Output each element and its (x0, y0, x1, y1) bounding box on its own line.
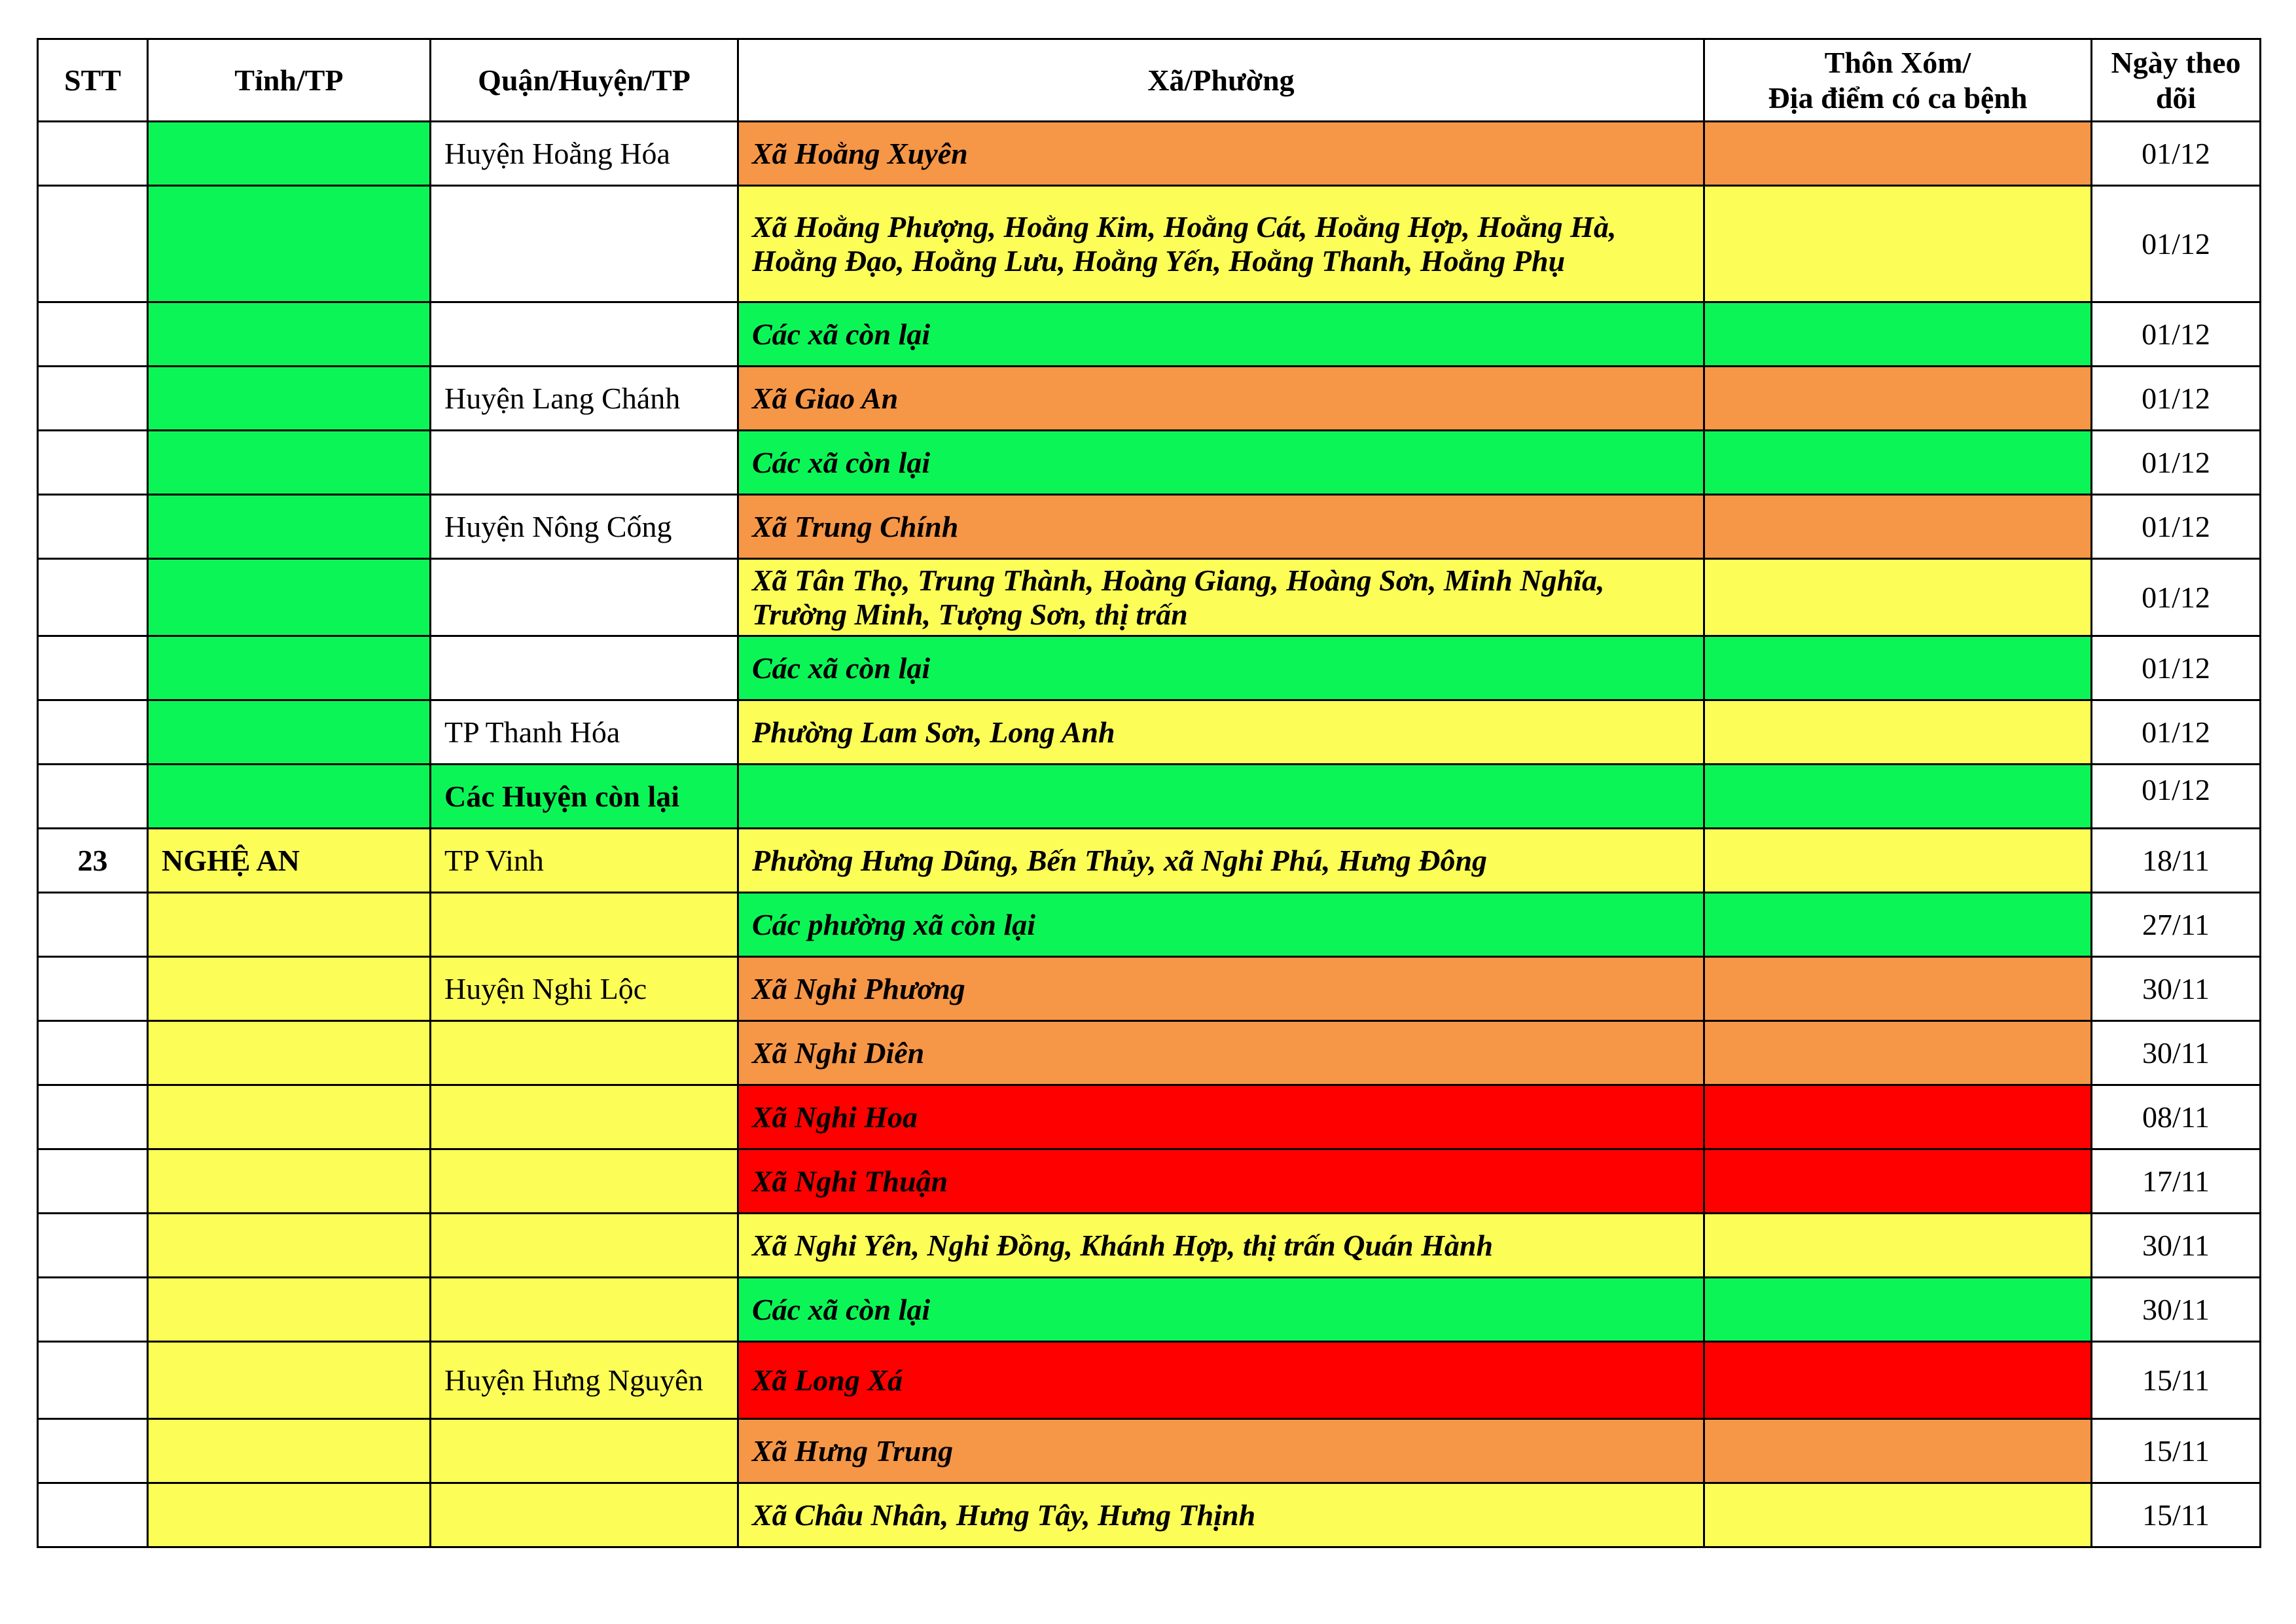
header-province: Tỉnh/TP (148, 39, 431, 122)
cell-hamlet (1704, 1214, 2092, 1278)
cell-ward: Xã Trung Chính (738, 495, 1704, 559)
cell-stt (38, 559, 148, 636)
table-row (38, 1278, 2261, 1342)
cell-district (431, 1021, 738, 1085)
header-date-line2: dõi (2155, 81, 2197, 115)
cell-date: 30/11 (2092, 957, 2261, 1021)
cell-ward: Xã Nghi Thuận (738, 1149, 1704, 1214)
cell-province: NGHỆ AN (148, 829, 431, 893)
cell-province (148, 122, 431, 186)
cell-stt (38, 1214, 148, 1278)
cell-stt (38, 1021, 148, 1085)
cell-date: 01/12 (2092, 186, 2261, 302)
cell-date: 15/11 (2092, 1342, 2261, 1419)
cell-stt (38, 700, 148, 765)
cell-date: 30/11 (2092, 1021, 2261, 1085)
table-row (38, 367, 2261, 431)
cell-district (431, 1419, 738, 1483)
cell-province (148, 559, 431, 636)
cell-district: Huyện Lang Chánh (431, 367, 738, 431)
cell-hamlet (1704, 636, 2092, 700)
cell-district: Các Huyện còn lại (431, 765, 738, 829)
header-date (2092, 39, 2261, 122)
table-row (38, 495, 2261, 559)
cell-stt (38, 1342, 148, 1419)
cell-ward: Xã Nghi Hoa (738, 1085, 1704, 1149)
cell-district (431, 302, 738, 367)
cell-hamlet (1704, 700, 2092, 765)
cell-district (431, 1483, 738, 1547)
cell-district: Huyện Hoằng Hóa (431, 122, 738, 186)
cell-date: 08/11 (2092, 1085, 2261, 1149)
cell-stt (38, 302, 148, 367)
cell-province (148, 1342, 431, 1419)
cell-province (148, 636, 431, 700)
cell-district (431, 431, 738, 495)
cell-hamlet (1704, 1342, 2092, 1419)
cell-province (148, 1214, 431, 1278)
table-row (38, 431, 2261, 495)
cell-ward: Xã Châu Nhân, Hưng Tây, Hưng Thịnh (738, 1483, 1704, 1547)
cell-district: Huyện Nghi Lộc (431, 957, 738, 1021)
cell-hamlet (1704, 367, 2092, 431)
cell-district (431, 559, 738, 636)
cell-ward: Xã Hoằng Phượng, Hoằng Kim, Hoằng Cát, Hoằng Hợp, Hoằng Hà, Hoằng Đạo, Hoằng Lưu, Hoằng Yến, Hoằng Thanh, Hoằng Phụ (738, 186, 1704, 302)
header-row (38, 39, 2261, 122)
cell-ward: Xã Giao An (738, 367, 1704, 431)
table-row (38, 559, 2261, 636)
table-row (38, 829, 2261, 893)
cell-date: 30/11 (2092, 1214, 2261, 1278)
cell-stt (38, 367, 148, 431)
cell-stt (38, 186, 148, 302)
cell-ward: Xã Hưng Trung (738, 1419, 1704, 1483)
cell-date: 01/12 (2092, 765, 2261, 829)
cell-stt (38, 893, 148, 957)
cell-stt (38, 636, 148, 700)
cell-stt (38, 765, 148, 829)
cell-province (148, 1278, 431, 1342)
cell-stt: 23 (38, 829, 148, 893)
header-hamlet-line2: Địa điểm có ca bệnh (1768, 81, 2028, 115)
cell-ward: Các xã còn lại (738, 1278, 1704, 1342)
table-row (38, 700, 2261, 765)
cell-date: 15/11 (2092, 1419, 2261, 1483)
cell-province (148, 700, 431, 765)
cell-province (148, 431, 431, 495)
table-row (38, 957, 2261, 1021)
cell-district (431, 186, 738, 302)
cell-date: 01/12 (2092, 559, 2261, 636)
cell-district (431, 1214, 738, 1278)
table-row (38, 1085, 2261, 1149)
cell-ward: Xã Hoằng Xuyên (738, 122, 1704, 186)
cell-district (431, 893, 738, 957)
cell-stt (38, 122, 148, 186)
cell-hamlet (1704, 1419, 2092, 1483)
cell-date: 01/12 (2092, 302, 2261, 367)
cell-ward: Các phường xã còn lại (738, 893, 1704, 957)
cell-date: 01/12 (2092, 636, 2261, 700)
table-row (38, 765, 2261, 829)
cell-date: 01/12 (2092, 495, 2261, 559)
cell-hamlet (1704, 829, 2092, 893)
cell-hamlet (1704, 559, 2092, 636)
header-ward: Xã/Phường (738, 39, 1704, 122)
cell-province (148, 1149, 431, 1214)
table-row (38, 1149, 2261, 1214)
cell-ward: Các xã còn lại (738, 431, 1704, 495)
table-row (38, 893, 2261, 957)
cell-province (148, 1483, 431, 1547)
cell-hamlet (1704, 495, 2092, 559)
cell-province (148, 957, 431, 1021)
cell-hamlet (1704, 765, 2092, 829)
cell-district (431, 1149, 738, 1214)
cell-ward (738, 765, 1704, 829)
cell-hamlet (1704, 186, 2092, 302)
cell-province (148, 765, 431, 829)
zone-status-table (37, 38, 2261, 1548)
cell-date: 27/11 (2092, 893, 2261, 957)
cell-district: TP Thanh Hóa (431, 700, 738, 765)
cell-date: 30/11 (2092, 1278, 2261, 1342)
cell-hamlet (1704, 1278, 2092, 1342)
header-stt: STT (38, 39, 148, 122)
table-row (38, 302, 2261, 367)
cell-stt (38, 495, 148, 559)
cell-province (148, 1021, 431, 1085)
cell-district (431, 1085, 738, 1149)
cell-ward: Các xã còn lại (738, 302, 1704, 367)
cell-hamlet (1704, 302, 2092, 367)
cell-hamlet (1704, 1085, 2092, 1149)
cell-hamlet (1704, 122, 2092, 186)
cell-district (431, 1278, 738, 1342)
cell-ward: Xã Long Xá (738, 1342, 1704, 1419)
cell-hamlet (1704, 893, 2092, 957)
cell-date: 17/11 (2092, 1149, 2261, 1214)
cell-stt (38, 431, 148, 495)
cell-province (148, 302, 431, 367)
table-row (38, 1483, 2261, 1547)
cell-district: Huyện Nông Cống (431, 495, 738, 559)
cell-stt (38, 1149, 148, 1214)
cell-date: 18/11 (2092, 829, 2261, 893)
cell-district (431, 636, 738, 700)
cell-stt (38, 1419, 148, 1483)
cell-ward: Các xã còn lại (738, 636, 1704, 700)
cell-ward: Xã Tân Thọ, Trung Thành, Hoàng Giang, Hoàng Sơn, Minh Nghĩa, Trường Minh, Tượng Sơn, thị trấn (738, 559, 1704, 636)
cell-date: 01/12 (2092, 367, 2261, 431)
cell-province (148, 495, 431, 559)
cell-date: 01/12 (2092, 700, 2261, 765)
table-body (38, 122, 2261, 1547)
cell-district: Huyện Hưng Nguyên (431, 1342, 738, 1419)
cell-ward: Xã Nghi Diên (738, 1021, 1704, 1085)
table-row (38, 1342, 2261, 1419)
cell-ward: Xã Nghi Yên, Nghi Đồng, Khánh Hợp, thị trấn Quán Hành (738, 1214, 1704, 1278)
cell-ward: Xã Nghi Phương (738, 957, 1704, 1021)
cell-date: 15/11 (2092, 1483, 2261, 1547)
table-row (38, 636, 2261, 700)
cell-province (148, 367, 431, 431)
header-hamlet-line1: Thôn Xóm/ (1824, 45, 1971, 79)
cell-province (148, 186, 431, 302)
table-row (38, 122, 2261, 186)
cell-stt (38, 1483, 148, 1547)
table-row (38, 1419, 2261, 1483)
cell-hamlet (1704, 1021, 2092, 1085)
cell-district: TP Vinh (431, 829, 738, 893)
cell-date: 01/12 (2092, 431, 2261, 495)
cell-stt (38, 1278, 148, 1342)
header-date-line1: Ngày theo (2111, 45, 2241, 79)
cell-hamlet (1704, 1149, 2092, 1214)
cell-hamlet (1704, 957, 2092, 1021)
cell-province (148, 1085, 431, 1149)
cell-ward: Phường Lam Sơn, Long Anh (738, 700, 1704, 765)
header-hamlet (1704, 39, 2092, 122)
table-row (38, 1021, 2261, 1085)
cell-stt (38, 1085, 148, 1149)
cell-province (148, 893, 431, 957)
table-row (38, 1214, 2261, 1278)
cell-hamlet (1704, 1483, 2092, 1547)
cell-province (148, 1419, 431, 1483)
cell-ward: Phường Hưng Dũng, Bến Thủy, xã Nghi Phú, Hưng Đông (738, 829, 1704, 893)
cell-hamlet (1704, 431, 2092, 495)
header-district: Quận/Huyện/TP (431, 39, 738, 122)
cell-stt (38, 957, 148, 1021)
cell-date: 01/12 (2092, 122, 2261, 186)
table-row (38, 186, 2261, 302)
